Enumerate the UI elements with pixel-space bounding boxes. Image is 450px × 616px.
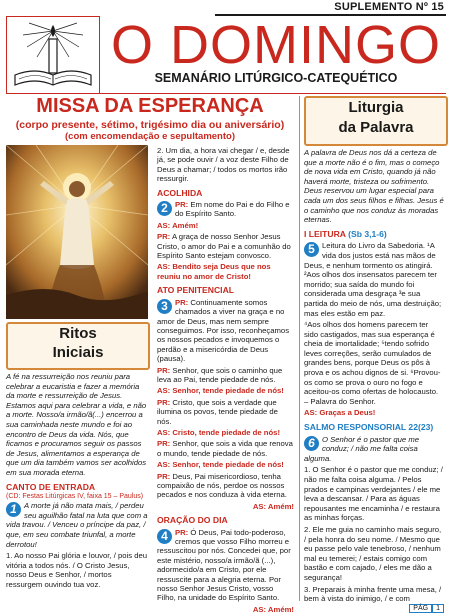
leitura-as: AS: Graças a Deus! bbox=[304, 408, 376, 418]
canto-verse-2: 2. Um dia, a hora vai chegar / e, desde já, se pode ouvir / a voz deste Filho de Deus a chamar; / todos os mortos irão ressurgir. bbox=[157, 146, 290, 184]
canto-verse-1: 1. Ao nosso Pai glória e louvor, / pois deu vitória a todos nós. / O Cristo Jesus, nosso Deus e Senhor, / mortos ressurgem ouvindo tua voz. bbox=[6, 551, 148, 589]
acolhida-pr-text: Em nome do Pai e do Filho e do Espírito Santo. bbox=[175, 200, 290, 219]
ato-as3: AS: Cristo, tende piedade de nós! bbox=[157, 427, 281, 437]
ato-pr5-text: Deus, Pai misericordioso, tenha compaixão de nós, perdoe os nossos pecados e nos conduza à vida eterna. bbox=[157, 471, 287, 500]
item-number-3: 3 bbox=[157, 299, 172, 314]
item-number-4: 4 bbox=[157, 529, 172, 544]
acolhida-as2: AS: Bendito seja Deus que nos reuniu no amor de Cristo! bbox=[157, 262, 271, 281]
salmo-verse-2: 2. Ele me guia no caminho mais seguro, / pela honra do seu nome. / Mesmo que eu passe pelo vale tenebroso, / nenhum mal eu temerei; / estais comigo com bastão e com cajado, / eles me dão a segurança! bbox=[304, 524, 442, 582]
page-number bbox=[409, 604, 444, 613]
page-value: 1 bbox=[432, 604, 444, 613]
leitura-text-2: ⁴Aos olhos dos homens parecem ter sido castigados, mas sua esperança é cheia de imortalidade; ⁵tendo sofrido leves correções, serão cumulados de grandes bens, porque Deus os pôs à prova e os achou dignos de si. ⁶Provou-os como se prova o ouro no fogo e aceitou-os como ofertas de holocausto. – Palavra do Senhor. bbox=[304, 320, 441, 406]
item-number-1: 1 bbox=[6, 502, 21, 517]
risen-christ-illustration bbox=[6, 145, 148, 319]
oracao-as: AS: Amém! bbox=[252, 604, 294, 614]
canto-title: CANTO DE ENTRADA bbox=[6, 481, 96, 492]
salmo-title: SALMO RESPONSORIAL 22(23) bbox=[304, 422, 434, 433]
pr-label: PR: bbox=[175, 200, 189, 210]
pr-label: PR: bbox=[175, 297, 189, 307]
ato-as4: AS: Senhor, tende piedade de nós! bbox=[157, 460, 284, 470]
column-1 bbox=[6, 372, 148, 591]
pr-label: PR: bbox=[175, 527, 189, 537]
ato-pr2-text: Senhor, que sois o caminho que leva ao Pai, tende piedade de nós. bbox=[157, 365, 283, 384]
ato-penitencial-title: ATO PENITENCIAL bbox=[157, 285, 235, 296]
oracao-title: ORAÇÃO DO DIA bbox=[157, 515, 228, 526]
oracao-pr-text: Ó Deus, Pai todo-poderoso, cremos que vosso Filho morreu e ressuscitou por nós. Concedei que, por este mistério, nosso/a irmão/ã (...), adormecido/a em Cristo, por ele ressuscite para a alegria eterna. Por nosso Senhor Jesus Cristo, vosso Filho, na unidade do Espírito Santo. bbox=[157, 527, 291, 603]
column-2 bbox=[157, 146, 294, 616]
item-number-2: 2 bbox=[157, 201, 172, 216]
leitura-title: I LEITURA bbox=[304, 228, 346, 239]
mass-subtitle-rite: (com encomendação e sepultamento) bbox=[65, 131, 235, 142]
candle-book-icon bbox=[7, 17, 99, 93]
canto-cd-reference: (CD: Festas Litúrgicas IV, faixa 15 – Paulus) bbox=[6, 492, 144, 500]
pr-label: PR: bbox=[157, 471, 171, 481]
column-3 bbox=[304, 148, 444, 606]
ritos-line2: Iniciais bbox=[52, 344, 104, 361]
liturgia-line1: Liturgia bbox=[348, 99, 404, 116]
ato-as5: AS: Amém! bbox=[252, 501, 294, 511]
salmo-refrain: O Senhor é o pastor que me conduz; / não me falta coisa alguma. bbox=[304, 434, 420, 463]
pr-label: PR: bbox=[157, 439, 171, 449]
item-number-6: 6 bbox=[304, 436, 319, 451]
liturgia-intro: A palavra de Deus nos dá a certeza de que a morte não é o fim, mas o começo de nova vida em Cristo, quando já não haverá morte, tristeza ou sofrimento. Deus reservou um lugar especial para cada um dos seus filhos e filhas. Jesus é o caminho que nos conduz às moradas eternas. bbox=[304, 148, 444, 225]
ato-pr4-text: Senhor, que sois a vida que renova o mundo, tende piedade de nós. bbox=[157, 439, 293, 458]
pr-label: PR: bbox=[157, 365, 171, 375]
liturgia-line2: da Palavra bbox=[338, 119, 414, 136]
acolhida-pr2-text: A graça de nosso Senhor Jesus Cristo, o amor do Pai e a comunhão do Espírito Santo estejam convosco. bbox=[157, 232, 291, 261]
salmo-verse-3: 3. Preparais à minha frente uma mesa, / bem à vista do inimigo, / e com bbox=[304, 584, 442, 604]
column-divider bbox=[299, 96, 300, 601]
ato-pr3-text: Cristo, que sois a verdade que ilumina os povos, tende piedade de nós. bbox=[157, 397, 278, 426]
candle-logo bbox=[6, 16, 100, 94]
pr-label: PR: bbox=[157, 397, 171, 407]
mass-title: MISSA DA ESPERANÇA bbox=[36, 95, 264, 117]
mass-header bbox=[6, 94, 294, 144]
item-number-5: 5 bbox=[304, 242, 319, 257]
section-box-ritos-iniciais bbox=[6, 322, 150, 370]
leitura-reference: (Sb 3,1-6) bbox=[348, 228, 387, 239]
acolhida-as: AS: Amém! bbox=[157, 220, 199, 230]
ritos-line1: Ritos bbox=[59, 325, 97, 342]
newspaper-title: O DOMINGO bbox=[111, 15, 441, 75]
supplement-number: SUPLEMENTO Nº 15 bbox=[334, 1, 444, 13]
section-box-liturgia-da-palavra bbox=[304, 96, 448, 146]
ato-pr-text: Continuamente somos chamados a viver na graça e no amor de Deus, mas nem sempre conseguimos. Por isso, reconheçamos os nossos pecados e invoquemos o perdão e a misericórdia de Deus (pausa). bbox=[157, 297, 290, 364]
acolhida-title: ACOLHIDA bbox=[157, 187, 203, 198]
mass-subtitle-occasion: (corpo presente, sétimo, trigésimo dia ou aniversário) bbox=[15, 119, 285, 131]
pr-label: PR: bbox=[157, 232, 171, 242]
newspaper-subtitle: SEMANÁRIO LITÚRGICO-CATEQUÉTICO bbox=[154, 71, 398, 85]
page-label: PÁG bbox=[409, 604, 432, 613]
salmo-verse-1: 1. O Senhor é o pastor que me conduz; / não me falta coisa alguma. / Pelos prados e campinas verdejantes / ele me leva a descansar. / Para as águas repousantes me encaminha / e restaura as minhas forças. bbox=[304, 465, 443, 523]
leitura-text: Leitura do Livro da Sabedoria. ¹A vida dos justos está nas mãos de Deus, e nenhum tormento os atingirá. ²Aos olhos dos insensatos parecem ter morrido; sua saída do mundo foi considerada uma desgraça ³e sua partida do meio de nós, uma destruição; mas eles estão em paz. bbox=[304, 241, 442, 318]
canto-refrain: A morte já não mata mais, / perdeu seu aguilhão fatal na luta que com a vida travou. / Venceu o príncipe da paz, / que, em seu combate triunfal, a morte derrotou! bbox=[6, 501, 148, 549]
ato-as2: AS: Senhor, tende piedade de nós! bbox=[157, 386, 284, 396]
ritos-intro: A fé na ressurreição nos reuniu para celebrar a eucaristia e fazer a memória da morte e ressurreição de Jesus. Estamos aqui para celebrar a vida, e não a morte. Nosso/a irmão/ã(...) encerrou a sua caminhada neste mundo e foi ao encontro de Deus da vida. Nós, que ficamos e procuramos seguir os passos de Jesus, alimentamos a esperança de que um dia também vamos ser acolhidos em sua morada eterna. bbox=[6, 372, 147, 477]
